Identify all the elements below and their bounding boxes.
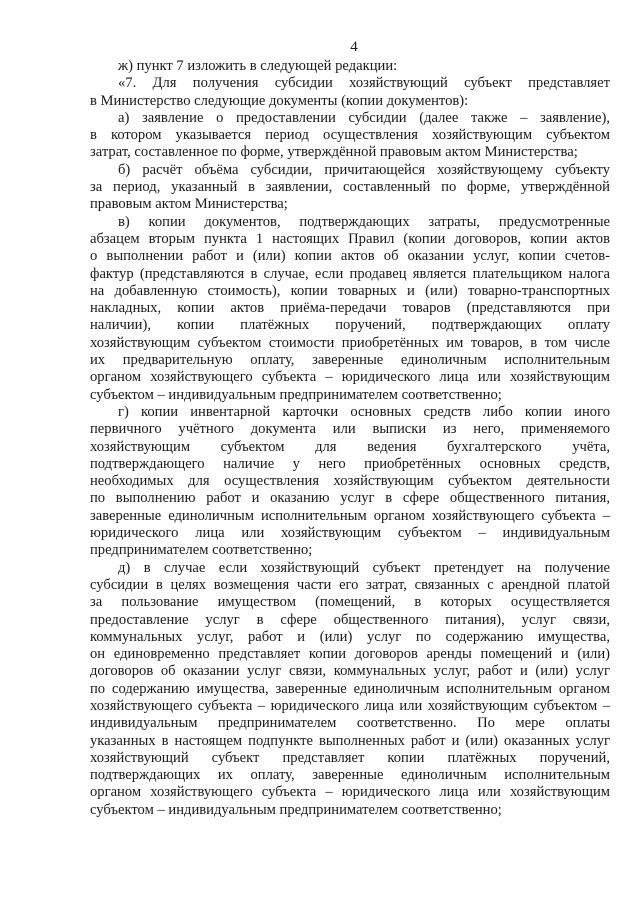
text-line: предоставление услуг в сфере общественного питания), услуг связи, [90,611,610,628]
document-body [90,58,610,819]
text-line: ж) пункт 7 изложить в следующей редакции: [118,58,398,74]
text-line: органом хозяйствующего субъекта – юридического лица или хозяйствующим [90,369,610,386]
text-line: «7. Для получения субсидии хозяйствующий субъект представляет [118,75,610,92]
text-line: субсидии в целях возмещения части его затрат, связанных с арендной платой [90,576,610,593]
text-line: накладных, копии актов приёма-передачи товаров (представляются при [90,300,610,317]
text-line: в) копии документов, подтверждающих затраты, предусмотренные [118,213,610,230]
page-number: 4 [350,39,358,55]
text-line: подтверждающих их оплату, заверенные единоличным исполнительным [90,767,610,784]
text-line: предпринимателем соответственно; [90,542,313,559]
text-line: хозяйствующим субъектом для ведения бухгалтерского учёта, [90,438,610,455]
text-line: заверенные единоличным исполнительным органом хозяйствующего субъекта – [90,507,610,524]
text-line: договоров об оказании услуг связи, коммунальных услуг, работ и (или) услуг [90,663,610,680]
text-line: д) в случае если хозяйствующий субъект претендует на получение [118,559,610,576]
text-line: правовым актом Министерства; [90,196,288,213]
text-line: абзацем вторым пункта 1 настоящих Правил (копии договоров, копии актов [90,230,610,247]
text-line: хозяйствующим субъектом стоимости приобретённых им товаров, в том числе [90,334,610,351]
text-line: хозяйствующего субъекта – юридического лица или хозяйствующим субъектом – [90,697,610,714]
text-line: субъектом – индивидуальным предпринимателем соответственно; [90,386,502,403]
text-line: первичного учётного документа или выписки из него, применяемого [90,421,610,438]
text-line: в котором указывается период осуществления хозяйствующим субъектом [90,127,610,144]
text-line: затрат, составленное по форме, утверждённой правовым актом Министерства; [90,144,578,161]
text-line: за период, указанный в заявлении, составленный по форме, утверждённой [90,179,610,196]
text-line: на добавленную стоимость), копии товарных и (или) товарно-транспортных [90,282,610,299]
text-line: а) заявление о предоставлении субсидии (далее также – заявление), [118,109,610,126]
text-line: по выполнению работ и оказанию услуг в сфере общественного питания, [90,490,610,507]
text-line: он единовременно представляет копии договоров аренды помещений и (или) [90,646,610,663]
text-line: наличии), копии платёжных поручений, подтверждающих оплату [90,317,610,334]
text-line: подтверждающего наличие у него приобретённых основных средств, [90,455,610,472]
text-line: необходимых для осуществления хозяйствующим субъектом деятельности [90,473,610,490]
text-line: за пользование имуществом (помещений, в которых осуществляется [90,594,610,611]
text-line: фактур (представляются в случае, если продавец является плательщиком налога [90,265,610,282]
text-line: юридического лица или хозяйствующим субъектом – индивидуальным [90,525,610,542]
text-line: индивидуальным предпринимателем соответственно. По мере оплаты [90,715,610,732]
text-line: органом хозяйствующего субъекта – юридического лица или хозяйствующим [90,784,610,801]
text-line: в Министерство следующие документы (копии документов): [90,92,469,109]
text-line: о выполнении работ и (или) копии актов об оказании услуг, копии счетов- [90,248,610,265]
text-line: коммунальных услуг, работ и (или) услуг по содержанию имущества, [90,628,610,645]
text-line: хозяйствующий субъект представляет копии платёжных поручений, [90,749,610,766]
text-line: б) расчёт объёма субсидии, причитающейся хозяйствующему субъекту [118,161,610,178]
text-line: указанных в настоящем подпункте выполненных работ и (или) оказанных услуг [90,732,610,749]
text-line: их предварительную оплату, заверенные единоличным исполнительным [90,352,610,369]
text-line: субъектом – индивидуальным предпринимателем соответственно; [90,801,502,818]
text-line: по содержанию имущества, заверенные единоличным исполнительным органом [90,680,610,697]
text-line: г) копии инвентарной карточки основных средств либо копии иного [118,403,610,420]
